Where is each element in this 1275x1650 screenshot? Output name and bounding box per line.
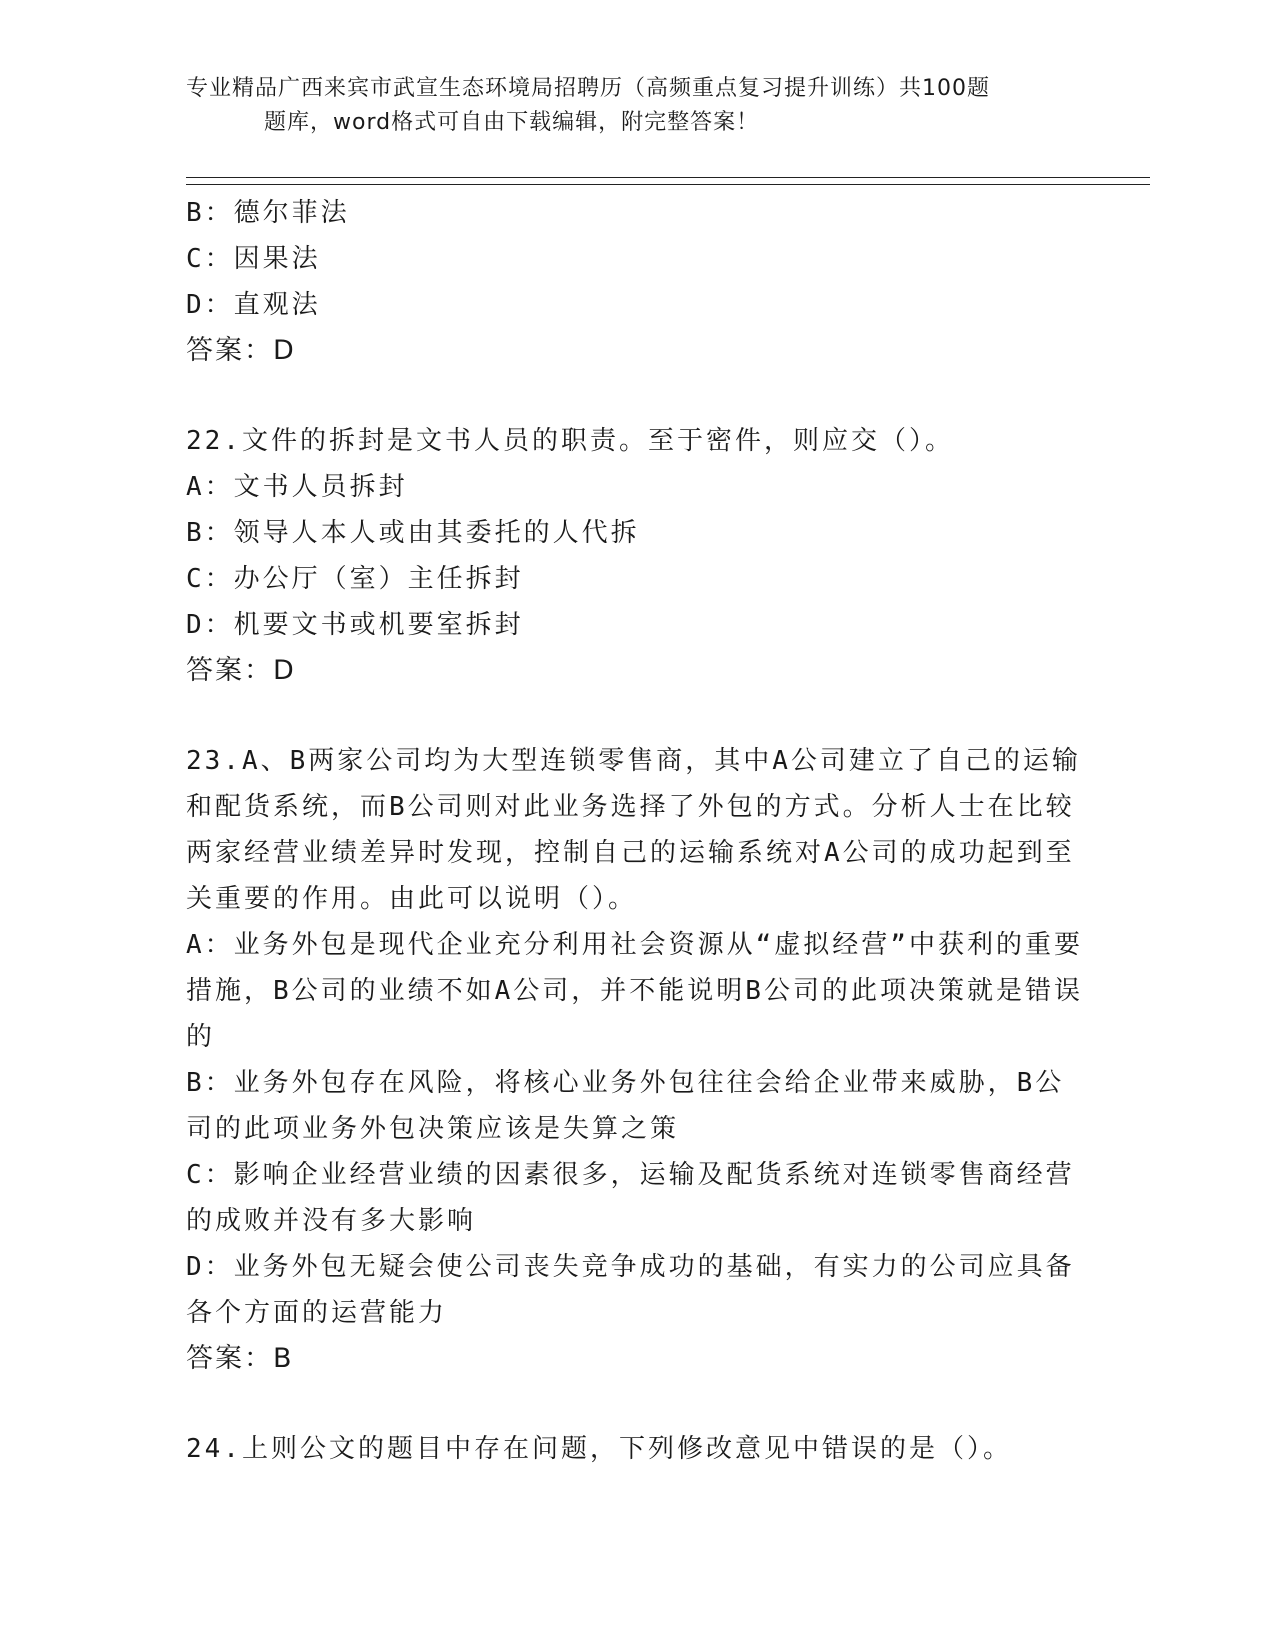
option-d: D：业务外包无疑会使公司丧失竞争成功的基础，有实力的公司应具备各个方面的运营能力 <box>186 1252 1075 1328</box>
header-title-line2: 题库，word格式可自由下载编辑，附完整答案！ <box>264 110 760 135</box>
header-title-line1: 专业精品广西来宾市武宣生态环境局招聘历（高频重点复习提升训练）共100题 <box>186 76 990 101</box>
option-a: A：文书人员拆封 <box>186 472 408 502</box>
document-header <box>186 72 1086 140</box>
option-c: C：影响企业经营业绩的因素很多，运输及配货系统对连锁零售商经营的成败并没有多大影响 <box>186 1160 1075 1236</box>
question-stem: 23.A、B两家公司均为大型连锁零售商，其中A公司建立了自己的运输和配货系统，而B公司则对此业务选择了外包的方式。分析人士在比较两家经营业绩差异时发现，控制自己的运输系统对A公司的成功起到至关重要的作用。由此可以说明（）。 <box>186 746 1081 914</box>
option-b: B：德尔菲法 <box>186 198 350 228</box>
option-c: C：办公厅（室）主任拆封 <box>186 564 524 594</box>
option-a: A：业务外包是现代企业充分利用社会资源从“虚拟经营”中获利的重要措施，B公司的业绩不如A公司，并不能说明B公司的此项决策就是错误的 <box>186 930 1083 1052</box>
header-divider <box>186 177 1150 185</box>
answer: 答案：B <box>186 1343 294 1374</box>
option-d: D：机要文书或机要室拆封 <box>186 610 524 640</box>
question-22 <box>186 418 1086 694</box>
question-stem: 24.上则公文的题目中存在问题，下列修改意见中错误的是（）。 <box>186 1434 1012 1464</box>
option-b: B：业务外包存在风险，将核心业务外包往往会给企业带来威胁，B公司的此项业务外包决策应该是失算之策 <box>186 1068 1065 1144</box>
question-21-tail <box>186 190 1086 374</box>
option-b: B：领导人本人或由其委托的人代拆 <box>186 518 640 548</box>
question-23 <box>186 738 1086 1382</box>
question-stem: 22.文件的拆封是文书人员的职责。至于密件，则应交（）。 <box>186 426 954 456</box>
answer: 答案：D <box>186 335 296 366</box>
answer: 答案：D <box>186 655 296 686</box>
option-c: C：因果法 <box>186 244 321 274</box>
document-body <box>186 190 1086 1472</box>
question-24 <box>186 1426 1086 1472</box>
option-d: D：直观法 <box>186 290 321 320</box>
